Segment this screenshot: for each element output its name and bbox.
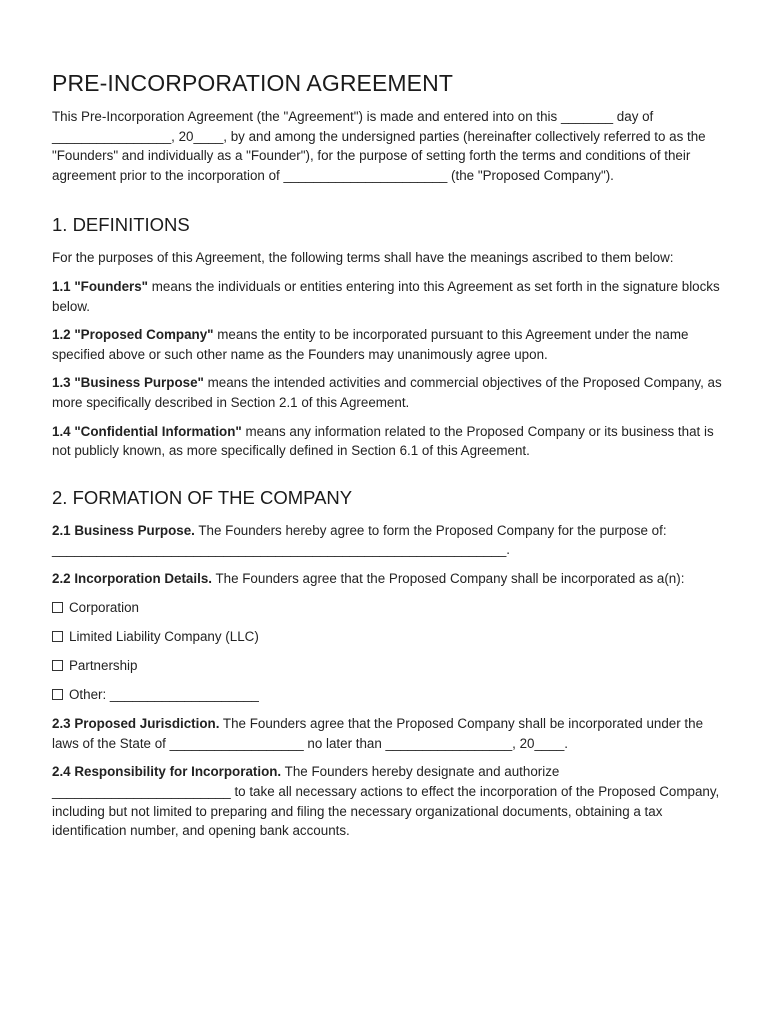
option-label: Partnership (69, 657, 138, 673)
option-label: Corporation (69, 599, 139, 615)
definition-text: means any information related to the Proposed Company or its business that is not publicly known, as more specifically defined in Section 6.1 of this Agreement. (52, 423, 714, 459)
clause-text: The Founders hereby agree to form the Proposed Company for the purpose of: _____________________________________________________________. (52, 522, 667, 558)
checkbox[interactable] (52, 602, 63, 613)
clause-text: The Founders hereby designate and authorize ________________________ to take all necessary actions to effect the incorporation of the Proposed Company, including but not limited to preparing and filing the necessary organizational documents, obtaining a tax identification number, and opening bank accounts. (52, 764, 720, 839)
definition-term: 1.3 "Business Purpose" (52, 375, 204, 391)
option-llc (52, 627, 730, 647)
clause-term: 2.3 Proposed Jurisdiction. (52, 716, 220, 732)
clause-2-3 (52, 714, 730, 753)
option-label: Other: ____________________ (69, 687, 259, 703)
section-2-heading: 2. FORMATION OF THE COMPANY (52, 486, 353, 508)
option-label: Limited Liability Company (LLC) (69, 628, 259, 644)
intro-paragraph: This Pre-Incorporation Agreement (the "Agreement") is made and entered into on this _______ day of ________________, 20____, by and among the undersigned parties (hereinafter collectively referred to as the "Founders" and individually as a "Founder"), for the purpose of setting forth the terms and conditions of their agreement prior to the incorporation of ______________________ (the "Proposed Company"). (52, 109, 706, 183)
option-other (52, 685, 730, 705)
definition-term: 1.2 "Proposed Company" (52, 327, 214, 343)
clause-2-4 (52, 762, 730, 840)
checkbox[interactable] (52, 660, 63, 671)
checkbox[interactable] (52, 689, 63, 700)
document-title: PRE-INCORPORATION AGREEMENT (52, 70, 453, 96)
clause-term: 2.2 Incorporation Details. (52, 570, 212, 586)
definition-business-purpose (52, 373, 730, 412)
definitions-lead: For the purposes of this Agreement, the following terms shall have the meanings ascribed to them below: (52, 250, 674, 266)
definition-text: means the entity to be incorporated pursuant to this Agreement under the name specified above or such other name as the Founders may unanimously agree upon. (52, 327, 689, 362)
definition-term: 1.4 "Confidential Information" (52, 423, 242, 439)
definition-text: means the intended activities and commercial objectives of the Proposed Company, as more specifically described in Section 2.1 of this Agreement. (52, 375, 722, 410)
section-1-heading: 1. DEFINITIONS (52, 214, 190, 236)
clause-text: The Founders agree that the Proposed Company shall be incorporated under the laws of the State of __________________ no later than _________________, 20____. (52, 716, 704, 751)
definition-founders (52, 277, 730, 316)
option-partnership (52, 656, 730, 676)
checkbox[interactable] (52, 631, 63, 642)
clause-text: The Founders agree that the Proposed Company shall be incorporated as a(n): (211, 570, 685, 586)
definition-text: means the individuals or entities entering into this Agreement as set forth in the signature blocks below. (52, 278, 720, 314)
definition-term: 1.1 "Founders" (52, 278, 149, 294)
clause-term: 2.1 Business Purpose. (52, 522, 195, 538)
definition-confidential-information (52, 422, 730, 461)
clause-2-2 (52, 569, 730, 589)
definition-proposed-company (52, 325, 730, 364)
option-corporation (52, 598, 730, 618)
clause-term: 2.4 Responsibility for Incorporation. (52, 764, 282, 780)
clause-2-1 (52, 521, 730, 560)
